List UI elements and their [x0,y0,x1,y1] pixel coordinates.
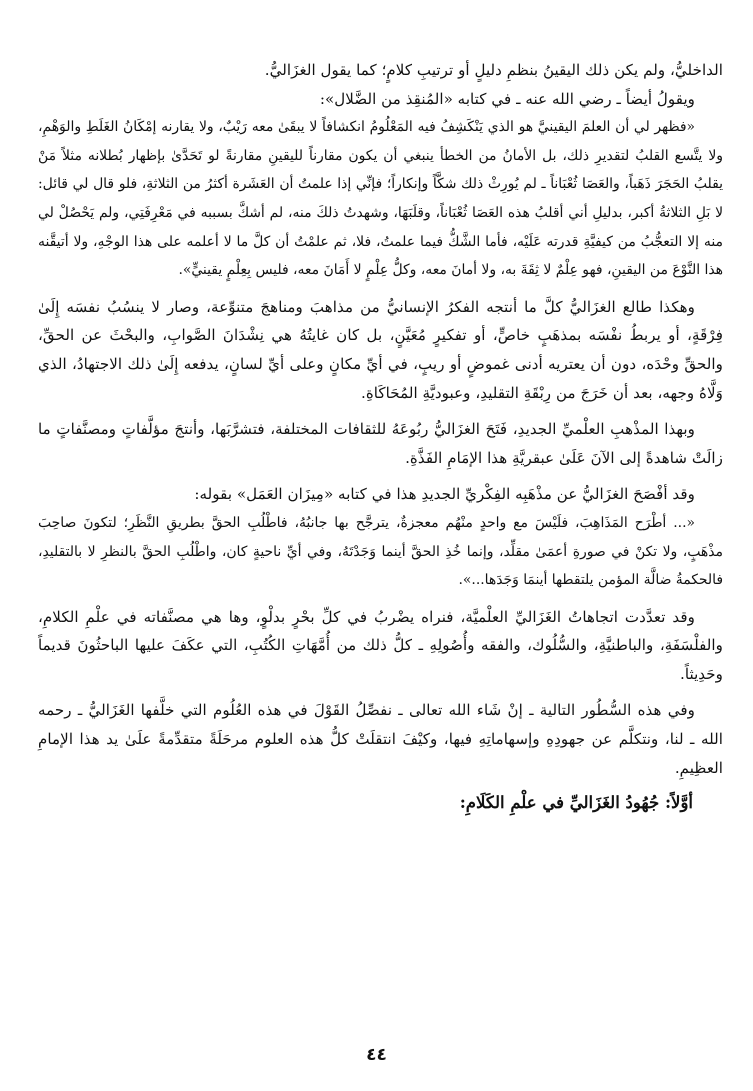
quote-munqidh: «فظهر لي أن العلمَ اليقينيَّ هو الذي يَنْكَشِفُ فيه المَعْلُومُ انكشافاً لا يبقَىٰ معه رَيْبٌ، ولا يقارنه إمْكَانُ الغَلَطِ والوَهْمِ، ولا يتَّسع القلبُ لتقديرِ ذلك، بل الأمانُ من الخطأ ينبغي أن يكون مقارناً لليقينِ مقارنةً لو تَحَدَّىٰ بإظهار بُطلانه مثلاً مَنْ يقلبُ الحَجَرَ ذَهَباً، والعَصَا ثُعْبَاناً ـ لم يُورِثْ ذلك شكَّاً وإنكاراً؛ فإنِّي إذا علمتُ أن العَشَرة أكثرُ من الثلاثةِ، فلو قال لي قائل: لا بَلِ الثلاثةُ أكبر، بدليلِ أني أقلبُ هذه العَصَا ثُعْبَاناً، وقلَبَهَا، وشهدتُ ذلكَ منه، لم أشكَّ بسببه في مَعْرِفَتِي، ولم يَحْصُلْ لي منه إلا التعجُّبُ من كيفيَّةِ قدرته عَلَيْه، فأما الشَّكُّ فيما علمتُ، فلا، ثم علمْتُ أن كلَّ ما لا أعلمه على هذا الوجْهِ، ولا أتيقَّنه هذا النَّوْعَ من اليقينِ، فهو عِلْمٌ لا ثِقَةَ به، ولا أمانَ معه، وكلُّ عِلْمٍ لا أَمَانَ معه، فليس بِعِلْمٍ يقينيٍّ». [38,119,723,279]
paragraph-quote-intro-mizan: وقد أفْصَحَ الغزَاليُّ عن مذْهَبِه الفِكْريِّ الجديدِ هذا في كتابه «مِيزَان العَمَل» بقوله: [194,485,695,504]
paragraph-continuation: الداخليُّ، ولم يكن ذلك اليقينُ بنظمِ دليلٍ أو ترتيبِ كلامٍ؛ كما يقول الغزَاليُّ. [264,61,723,79]
book-page [38,56,723,1051]
paragraph-following-lines: وفي هذه السُّطُور التالية ـ إنْ شَاء الله تعالى ـ نفصِّلُ القَوْلَ في هذه العُلُوم التي خلَّفها الغَزَاليُّ ـ رحمه الله ـ لنا، ونتكلَّم عن جهودِهِ وإسهاماتِهِ فيها، وكيْفَ انتقلَتْ كلُّ هذه العلوم مرحَلَةً متقدِّمةً علَىٰ يد هذا الإمامِ العظِيمِ. [38,701,723,777]
paragraph-ghazali-method: وهكذا طالع الغزَاليُّ كلَّ ما أنتجه الفكرُ الإنسانيُّ من مذاهبَ ومناهجَ متنوِّعة، وصار لا ينسُبُ نفسَه إِلَىٰ فِرْقَةٍ، أو يربطُ نفْسَه بمذهَبٍ خاصٍّ، أو تفكيرٍ مُعَيَّنٍ، بل كان غايتُهُ هي نِشْدَانَ الصَّوابِ، والبحْثَ عن الحقِّ، والحقِّ وحْدَه، دون أن يعتريه أدنى غموضٍ أو ريبٍ، في أيِّ مكانٍ وعلى أيِّ لسانٍ، يدفعه إِلَىٰ ذلك الاجتهادُ، الذي وَلَّاهُ وجهه، بعد أن خَرَجَ من رِبْقَةِ التقليدِ، وعبوديَّةِ المُحَاكَاةِ. [38,297,723,402]
section-heading: أوَّلاً: جُهُودُ الغَزَاليِّ في علْمِ الكَلَامِ: [459,793,693,813]
page-number: ٤٤ [366,1045,387,1065]
paragraph-quote-intro-munqidh: ويقولُ أيضاً ـ رضي الله عنه ـ في كتابه «المُنقِذ من الضَّلال»: [319,89,695,108]
quote-mizan-al-amal: «... أطْرَح المَذَاهِبَ، فلَيْسَ مع واحدٍ منْهُم معجزةٌ، يترجَّح بها جانبُهُ، فاطْلُبِ الحقَّ بطريقِ النَّظَرِ؛ لتكونَ صاحِبَ مذْهَبٍ، ولا تكنْ في صورةِ أعمَىٰ مقلِّد، وإنما خُذِ الحقَّ أينما وَجَدْتَهُ، وفي أيِّ ناحيةٍ كان، واطْلُبِ الحقَّ بالنظرِ لا بالتقليدِ، فالحكمةُ ضالَّة المؤمن يلتقطها أينمَا وَجَدَها...». [38,514,723,589]
paragraph-scholarly-directions: وقد تعدَّدت اتجاهاتُ الغَزَاليِّ العلْميَّة، فنراه يضْربُ في كلِّ بحْرٍ بدلْوٍ، وها هي مصنَّفاته في علْمِ الكلامِ، والفلْسَفَةِ، والباطنيَّةِ، والسُّلُوك، والفقه وأُصُولِهِ ـ كلُّ ذلك من أُمَّهَاتِ الكُتُبِ، التي عكَفَ عليها الباحثُونَ قديماً وحَدِيثاً. [38,607,723,683]
paragraph-new-doctrine: وبهذا المذْهبِ العلْميِّ الجديدِ، فَتَحَ الغزَاليُّ ربُوعَهُ للثقافات المختلفة، فتشرَّبَها، وأنتجَ مؤلَّفاتٍ ومصنَّفاتٍ ما زالَتْ شاهدةً إلى الآنَ عَلَىٰ عبقريَّةِ هذا الإمَامِ الفَذَّةِ. [38,420,723,467]
